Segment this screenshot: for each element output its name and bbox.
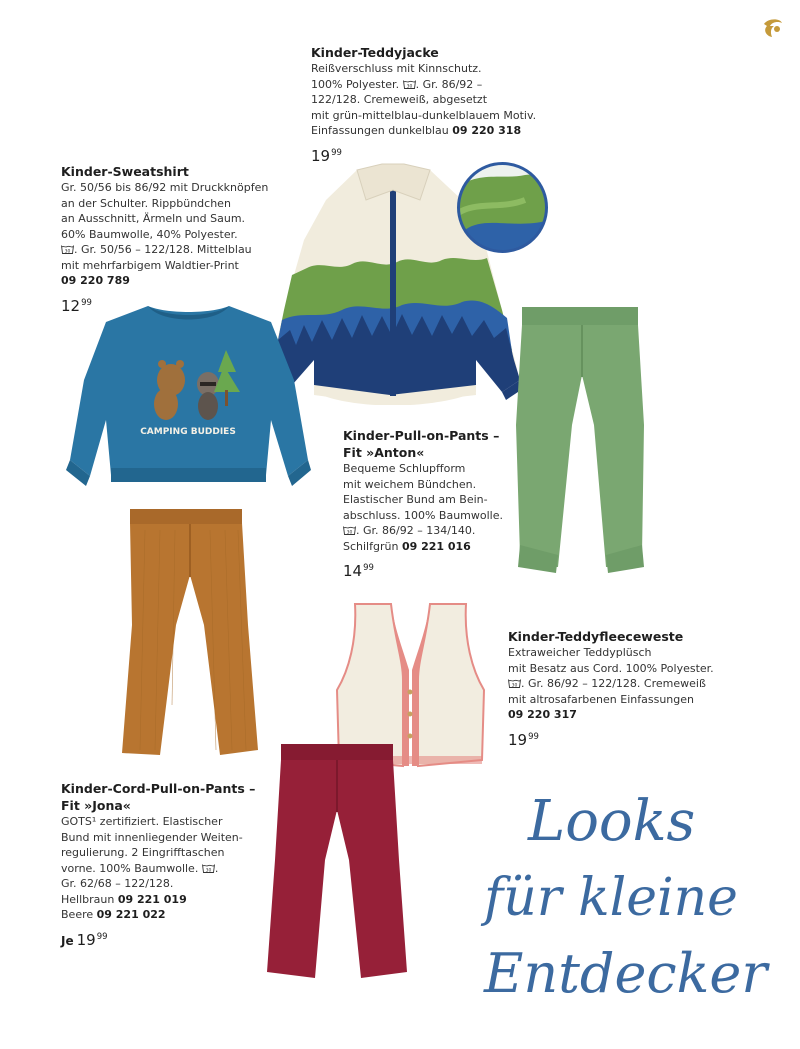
sweatshirt-line: an der Schulter. Rippbündchen [61, 196, 231, 210]
price-main: 19 [76, 930, 96, 949]
jona-price [61, 927, 255, 951]
sweatshirt-article-number: 09 220 789 [61, 274, 130, 287]
weste-line: Extraweicher Teddyplüsch [508, 646, 652, 659]
svg-text:30: 30 [346, 530, 353, 535]
teddyjacke-line-text: . Gr. 86/92 – [415, 77, 483, 91]
green-pull-on-pants-image [510, 305, 650, 577]
anton-color-name: Schilfgrün [343, 539, 399, 553]
headline-line-3: Entdecker [484, 942, 768, 1005]
anton-price [343, 558, 503, 581]
weste-line-text: . Gr. 86/92 – 122/128. Cremeweiß [521, 677, 706, 690]
wash-30-icon [202, 864, 215, 873]
teddyjacke-line: Reißverschluss mit Kinnschutz. [311, 62, 482, 75]
price-cents: 99 [331, 147, 342, 158]
sweatshirt-line: mit mehrfarbigem Waldtier-Print [61, 258, 239, 272]
wash-30-icon [343, 526, 356, 535]
anton-line: Elastischer Bund am Bein- [343, 493, 488, 506]
sweatshirt-line [61, 242, 268, 258]
anton-title-2: Fit »Anton« [343, 445, 425, 460]
svg-text:30: 30 [64, 249, 71, 254]
jona-line: regulierung. 2 Eingrifftaschen [61, 846, 225, 859]
jona-article-number-1: 09 221 019 [117, 892, 187, 906]
teddyjacke-description [311, 44, 536, 166]
weste-title: Kinder-Teddyfleeceweste [508, 629, 684, 644]
weste-line: mit altrosafarbenen Einfassungen [508, 692, 694, 706]
anton-pants-description [343, 427, 503, 581]
anton-line [343, 539, 503, 555]
weste-line: mit Besatz aus Cord. 100% Polyester. [508, 661, 714, 675]
teddyjacke-line [311, 77, 536, 93]
wash-30-icon [61, 245, 74, 254]
wash-30-icon [403, 80, 416, 89]
jona-line: Bund mit innenliegender Weiten- [61, 830, 243, 844]
jona-line: vorne. 100% Baumwolle. 30 . [61, 861, 219, 875]
berry-cord-pants-image [265, 740, 410, 980]
teddyjacke-line: 122/128. Cremeweiß, abgesetzt [311, 93, 488, 106]
headline-line-1: Looks [528, 789, 696, 854]
price-main: 12 [61, 296, 81, 315]
teddyjacke-title: Kinder-Teddyjacke [311, 45, 439, 60]
sweatshirt-line: Gr. 50/56 bis 86/92 mit Druckknöpfen [61, 181, 269, 194]
price-cents: 99 [81, 297, 92, 308]
sweatshirt-print-text: CAMPING BUDDIES [140, 427, 236, 437]
weste-article-number: 09 220 317 [508, 708, 577, 721]
jona-variant-2 [61, 907, 255, 923]
anton-line: abschluss. 100% Baumwolle. [343, 508, 503, 522]
sweatshirt-title: Kinder-Sweatshirt [61, 164, 189, 179]
sweatshirt-line-text: . Gr. 50/56 – 122/128. Mittelblau [74, 243, 252, 256]
jona-line: GOTS¹ zertifiziert. Elastischer [61, 815, 223, 828]
anton-article-number: 09 221 016 [401, 539, 471, 553]
jona-line-text: vorne. 100% Baumwolle. [61, 861, 199, 875]
jona-pants-description [61, 780, 255, 951]
price-main: 19 [311, 146, 331, 165]
teddyjacke-line [311, 123, 536, 139]
price-prefix: Je [61, 933, 74, 948]
anton-line-text: . Gr. 86/92 – 134/140. [356, 524, 476, 537]
jona-color-1: Hellbraun [61, 892, 115, 906]
weste-price [508, 727, 714, 750]
fabric-detail-image [455, 160, 550, 255]
svg-text:30: 30 [205, 867, 212, 873]
price-main: 19 [508, 730, 528, 749]
sweatshirt-description [61, 163, 268, 316]
jona-color-2: Beere [61, 908, 94, 921]
jona-line: Gr. 62/68 – 122/128. [61, 877, 174, 890]
teddyjacke-line-text: 100% Polyester. [311, 77, 400, 91]
jona-variant-1 [61, 892, 255, 908]
wash-30-icon [508, 679, 521, 688]
sweatshirt-line: an Ausschnitt, Ärmeln und Saum. [61, 212, 246, 225]
headline-script [470, 770, 780, 1020]
price-cents: 99 [96, 931, 108, 942]
anton-line: mit weichem Bündchen. [343, 477, 477, 491]
teddyjacke-line: mit grün-mittelblau-dunkelblauem Motiv. [311, 108, 537, 122]
brown-cord-pants-image [120, 505, 260, 757]
price-main: 14 [343, 562, 363, 580]
anton-line: Bequeme Schlupfform [343, 462, 466, 475]
anton-line [343, 523, 503, 539]
sweatshirt-image [66, 297, 311, 490]
sweatshirt-line: 60% Baumwolle, 40% Polyester. [61, 227, 238, 241]
anton-title-1: Kinder-Pull-on-Pants – [343, 428, 500, 443]
svg-text:30: 30 [511, 683, 518, 688]
weste-description [508, 628, 714, 750]
jona-title-1: Kinder-Cord-Pull-on-Pants – [61, 781, 256, 796]
price-cents: 99 [528, 731, 539, 742]
price-cents: 99 [363, 563, 374, 573]
tchibo-logo-icon [758, 14, 786, 42]
svg-text:30: 30 [406, 83, 412, 89]
teddyjacke-article-number: 09 220 318 [452, 124, 522, 137]
jona-title-2: Fit »Jona« [61, 798, 131, 813]
jona-article-number-2: 09 221 022 [96, 908, 166, 921]
headline-line-2: für kleine [484, 868, 738, 928]
weste-line [508, 676, 714, 692]
teddyjacke-line-text: Einfassungen dunkelblau [311, 124, 449, 137]
